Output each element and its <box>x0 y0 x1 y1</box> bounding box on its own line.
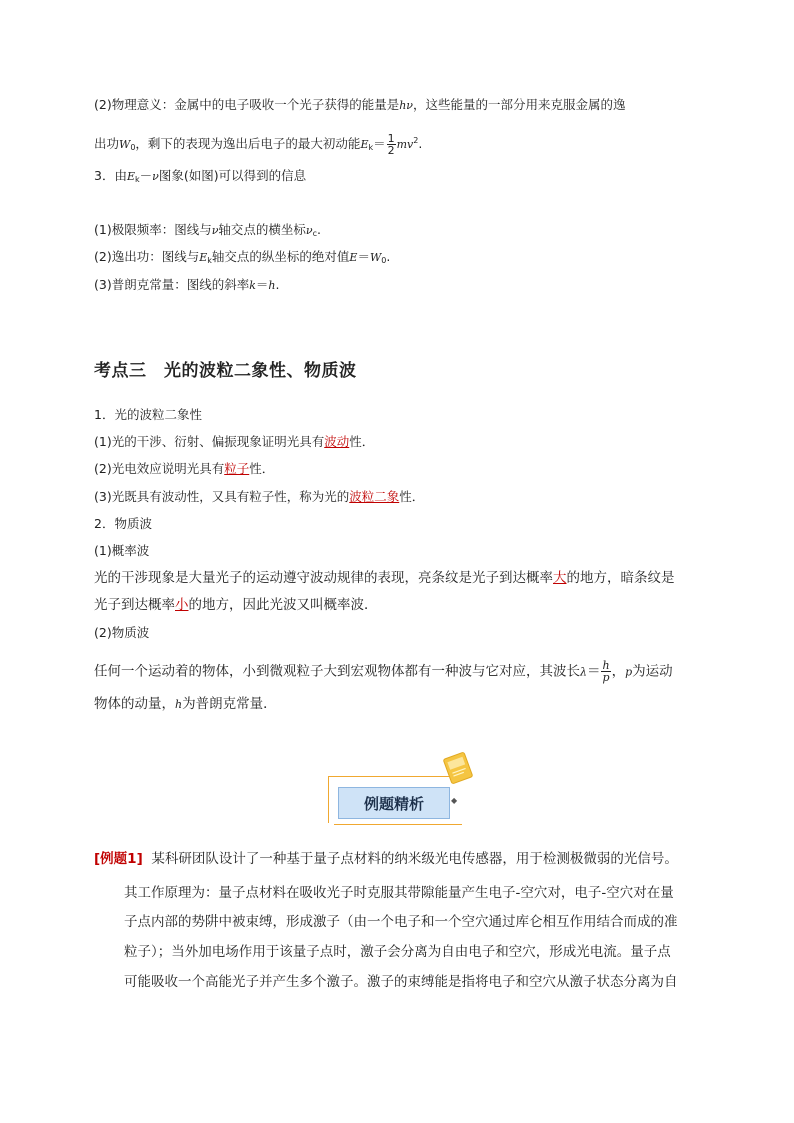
example-line-3: 子点内部的势阱中被束缚，形成激子（由一个电子和一个空穴通过库仑相互作用结合而成的准 <box>124 914 678 930</box>
text-line-planck-constant: (3)普朗克常量：图线的斜率k＝h. <box>94 277 280 292</box>
key-term-large: 大 <box>553 570 567 586</box>
text-line-matter-wave-title: 2．物质波 <box>94 516 152 531</box>
example-line-4: 粒子）；当外加电场作用于该量子点时，激子会分离为自由电子和空穴，形成光电流。量子点 <box>124 944 671 960</box>
key-term-particle: 粒子 <box>224 461 250 476</box>
text-line-threshold-frequency: (1)极限频率：图线与ν轴交点的横坐标$\nu_c$. <box>94 222 321 238</box>
text-line-matter-wave-1: 任何一个运动着的物体，小到微观粒子大到宏观物体都有一种波与它对应，其波长λ＝ $\frac{h}{p}$ ，p为运动 <box>94 659 673 684</box>
text-line-matter-wave-sub: (2)物质波 <box>94 625 150 640</box>
key-term-duality: 波粒二象 <box>349 489 400 504</box>
example-line-2: 其工作原理为：量子点材料在吸收光子时克服其带隙能量产生电子-空穴对，电子-空穴对在量 <box>124 885 674 901</box>
banner-underline <box>334 824 462 825</box>
text-line-meaning-2: 出功$W_0$，剩下的表现为逸出后电子的最大初动能$E_k=$ $\frac{1}{2}$ $mv^2$. <box>94 132 423 158</box>
example-label: [例题1] <box>94 851 143 867</box>
text-line-particle-evidence: (2)光电效应说明光具有粒子性． <box>94 461 275 476</box>
section-heading: 考点三 光的波粒二象性、物质波 <box>94 361 357 381</box>
text-line-meaning-1: (2)物理意义：金属中的电子吸收一个光子获得的能量是hν，这些能量的一部分用来克服金属的逸 <box>94 97 626 112</box>
text-line-duality: (3)光既具有波动性，又具有粒子性，称为光的波粒二象性． <box>94 489 425 504</box>
key-term-wave: 波动 <box>324 434 350 449</box>
fraction-one-half: $\frac{1}{2}$ <box>387 132 395 158</box>
text-line-probability-wave-1: 光的干涉现象是大量光子的运动遵守波动规律的表现，亮条纹是光子到达概率大的地方，暗条纹是 <box>94 570 675 586</box>
decorative-mark: ◆ <box>451 796 458 805</box>
text-line-matter-wave-2: 物体的动量，h为普朗克常量． <box>94 696 277 712</box>
text-line-item-3: 3．由$E_k-\nu$图象(如图)可以得到的信息 <box>94 168 307 184</box>
fraction-h-over-p: $\frac{h}{p}$ <box>602 659 610 684</box>
text-line-probability-wave-title: (1)概率波 <box>94 543 150 558</box>
text-line-wave-evidence: (1)光的干涉、衍射、偏振现象证明光具有波动性． <box>94 434 375 449</box>
book-icon <box>438 750 478 786</box>
text-line-probability-wave-2: 光子到达概率小的地方，因此光波又叫概率波． <box>94 597 378 613</box>
example-line-5: 可能吸收一个高能光子并产生多个激子。激子的束缚能是指将电子和空穴从激子状态分离为自 <box>124 974 678 990</box>
text-line-work-function: (2)逸出功：图线与$E_k$轴交点的纵坐标的绝对值$E=W_0$. <box>94 249 391 265</box>
banner-label: 例题精析 <box>338 787 450 819</box>
key-term-small: 小 <box>175 597 189 613</box>
example-line-1: [例题1] 某科研团队设计了一种基于量子点材料的纳米级光电传感器，用于检测极微弱的光信号。 <box>94 851 678 867</box>
text-line-wave-particle-title: 1．光的波粒二象性 <box>94 407 202 422</box>
